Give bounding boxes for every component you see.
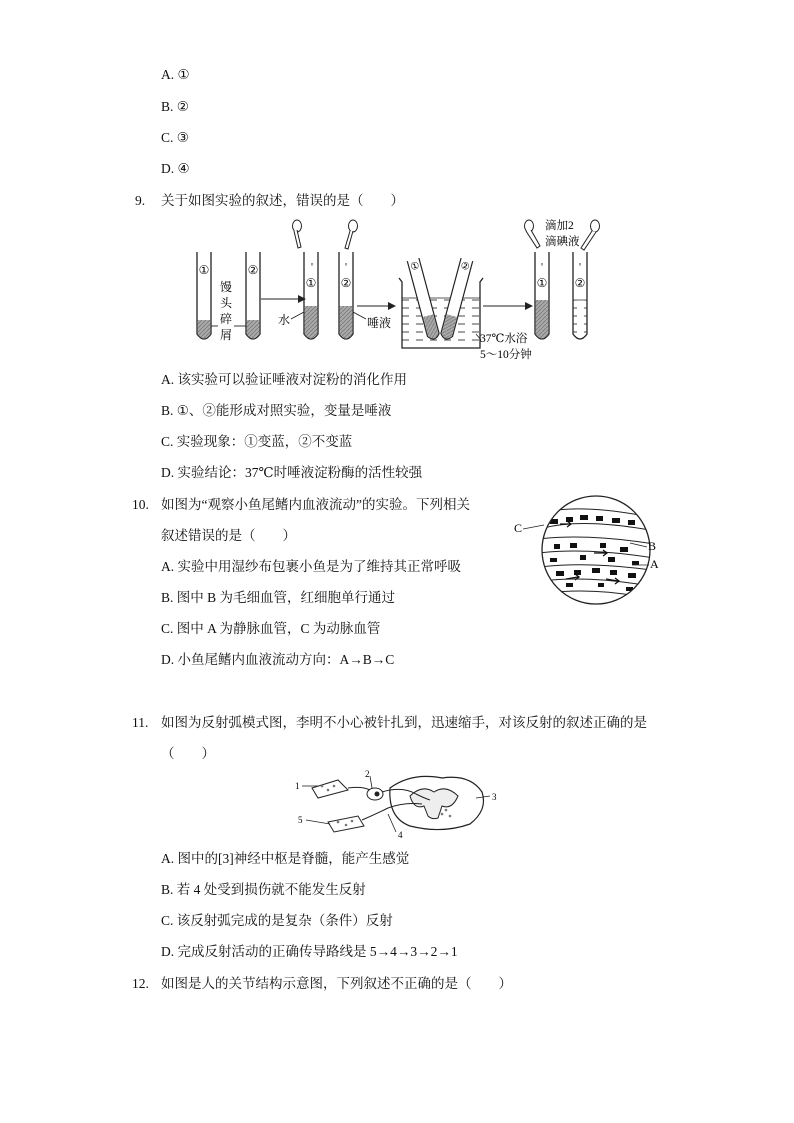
- svg-text:②: ②: [340, 276, 352, 290]
- iodine-label-2: 滴碘液: [545, 236, 580, 248]
- mantou-label: [220, 279, 233, 342]
- water-bath-temp: 37℃水浴: [480, 333, 528, 345]
- label-2: 2: [365, 770, 370, 779]
- q9-figure: [190, 216, 610, 364]
- dropper-icon: [345, 220, 358, 270]
- prev-option-c: C. ③: [161, 130, 189, 145]
- water-bath-time: 5～10分钟: [480, 349, 532, 361]
- prev-option-a: A. ①: [161, 67, 190, 82]
- svg-text:②: ②: [459, 260, 471, 274]
- svg-text:°: °: [578, 262, 582, 270]
- label-b: B: [648, 539, 657, 553]
- q10-option-b: B. 图中 B 为毛细血管，红细胞单行通过: [161, 590, 396, 605]
- label-3: 3: [492, 792, 497, 802]
- tube1-label: ①: [198, 263, 210, 277]
- dropper-icon: [293, 220, 314, 270]
- prev-option-b: B. ②: [161, 99, 189, 114]
- label-5: 5: [298, 815, 303, 825]
- q12-stem: 如图是人的关节结构示意图，下列叙述不正确的是（ ）: [161, 976, 512, 991]
- arrow-3: [483, 302, 533, 310]
- q11-number: 11.: [132, 715, 149, 730]
- prev-option-d: D. ④: [161, 161, 190, 176]
- water-bath-beaker: [399, 258, 483, 348]
- q10-option-a: A. 实验中用湿纱布包裹小鱼是为了维持其正常呼吸: [161, 559, 461, 574]
- label-c: C: [514, 521, 523, 535]
- svg-text:①: ①: [305, 276, 317, 290]
- test-tube-1: [197, 252, 211, 339]
- q10-stem-line2: 叙述错误的是（ ）: [161, 528, 296, 543]
- q9-option-a: A. 该实验可以验证唾液对淀粉的消化作用: [161, 372, 407, 387]
- dropper-icon: [525, 220, 544, 270]
- q9-stem: 关于如图实验的叙述，错误的是（ ）: [161, 193, 404, 208]
- svg-text:头: 头: [219, 296, 233, 310]
- svg-text:°: °: [310, 262, 314, 270]
- svg-text:屑: 屑: [219, 328, 233, 342]
- q10-figure: [510, 495, 670, 607]
- label-1: 1: [295, 781, 300, 791]
- svg-text:①: ①: [536, 276, 548, 290]
- test-tube-2: [246, 252, 260, 339]
- q10-option-c: C. 图中 A 为静脉血管，C 为动脉血管: [161, 621, 381, 636]
- q9-option-d: D. 实验结论：37℃时唾液淀粉酶的活性较强: [161, 465, 423, 480]
- q10-option-d: D. 小鱼尾鳍内血液流动方向：A→B→C: [161, 652, 395, 667]
- svg-text:馒: 馒: [219, 280, 233, 294]
- q10-stem-line1: 如图为“观察小鱼尾鳍内血液流动”的实验。下列相关: [161, 497, 470, 512]
- saliva-label: 唾液: [367, 316, 392, 330]
- label-a: A: [650, 557, 659, 571]
- q9-option-c: C. 实验现象：①变蓝，②不变蓝: [161, 434, 353, 449]
- q11-option-b: B. 若 4 处受到损伤就不能发生反射: [161, 882, 366, 897]
- tube2-label: ②: [247, 263, 259, 277]
- svg-text:碎: 碎: [219, 312, 233, 326]
- q10-number: 10.: [132, 497, 149, 512]
- dropper-icon: [579, 220, 600, 270]
- q11-option-c: C. 该反射弧完成的是复杂（条件）反射: [161, 913, 393, 928]
- q12-number: 12.: [132, 976, 149, 991]
- arrow-1: [261, 295, 306, 303]
- svg-text:°: °: [540, 262, 544, 270]
- q11-option-a: A. 图中的[3]神经中枢是脊髓，能产生感觉: [161, 851, 410, 866]
- svg-text:°: °: [344, 262, 348, 270]
- q9-option-b: B. ①、②能形成对照实验，变量是唾液: [161, 403, 392, 418]
- q11-stem-line1: 如图为反射弧模式图，李明不小心被针扎到，迅速缩手，对该反射的叙述正确的是: [161, 715, 647, 730]
- label-4: 4: [398, 830, 403, 840]
- q9-number: 9.: [135, 193, 146, 208]
- iodine-label-1: 滴加2: [545, 220, 574, 232]
- q11-stem-line2: （ ）: [161, 746, 215, 761]
- water-label: 水: [278, 313, 291, 327]
- svg-text:②: ②: [574, 276, 586, 290]
- svg-text:①: ①: [409, 260, 421, 274]
- arrow-2: [357, 302, 396, 310]
- q11-option-d: D. 完成反射活动的正确传导路线是 5→4→3→2→1: [161, 944, 458, 959]
- q11-reflex-arc-figure: [292, 770, 512, 840]
